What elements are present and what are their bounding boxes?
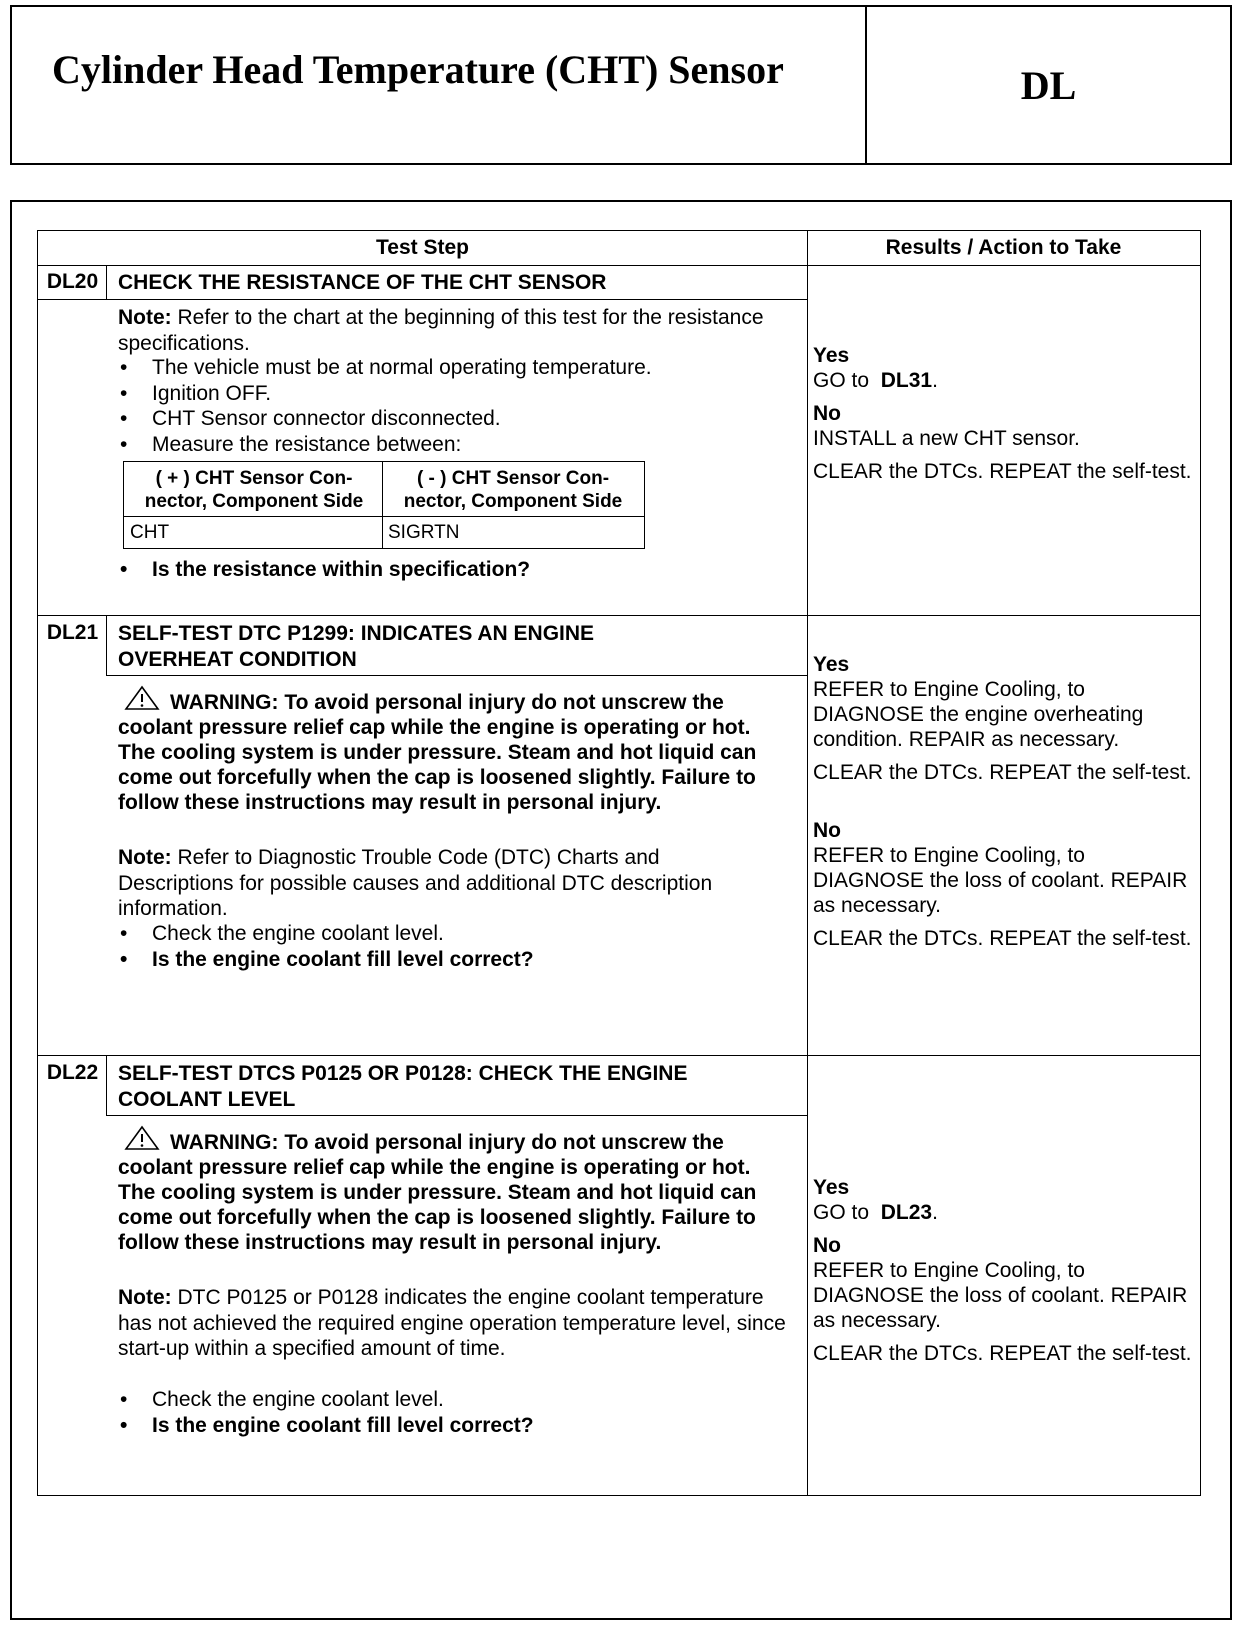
step-reference: DL23 (880, 1201, 933, 1224)
subtable-header-negative: ( - ) CHT Sensor Con-nector, Component Side (403, 468, 623, 512)
step-title-dl20: CHECK THE RESISTANCE OF THE CHT SENSOR (118, 271, 607, 294)
row-line (38, 299, 807, 300)
list-item: • Ignition OFF. (118, 381, 778, 407)
list-item: • Is the resistance within specification? (118, 557, 778, 583)
page-title: Cylinder Head Temperature (CHT) Sensor (52, 47, 784, 92)
row-line (38, 1055, 1200, 1056)
step-id-dl20: DL20 (46, 270, 99, 293)
column-header-test-step: Test Step (376, 236, 469, 259)
list-item: • Is the engine coolant fill level correct? (118, 1413, 778, 1439)
results-dl20 (813, 343, 1193, 484)
section-code: DL (1020, 62, 1077, 108)
list-item: • Check the engine coolant level. (118, 921, 778, 947)
step-bullets-dl20 (118, 355, 778, 457)
connector-subtable (123, 461, 645, 549)
result-yes-label: Yes (813, 344, 850, 367)
subtable-cell: SIGRTN (388, 522, 460, 543)
title-box (12, 7, 867, 163)
step-note-dl20 (118, 305, 778, 356)
warning-dl21 (118, 685, 768, 815)
list-item: • Is the engine coolant fill level correct? (118, 947, 778, 973)
result-clear-action: CLEAR the DTCs. REPEAT the self-test. (813, 927, 1192, 950)
result-no-action: REFER to Engine Cooling, to DIAGNOSE the loss of coolant. REPAIR as necessary. (813, 1259, 1188, 1332)
result-yes-label: Yes (813, 653, 850, 676)
note-label: Note: (118, 846, 172, 869)
step-id-dl22: DL22 (46, 1061, 99, 1084)
note-text: Refer to the chart at the beginning of this test for the resistance specifications. (118, 306, 764, 355)
step-question-dl20 (118, 557, 778, 583)
row-line (106, 675, 807, 676)
results-dl21 (813, 652, 1193, 951)
result-clear-action: CLEAR the DTCs. REPEAT the self-test. (813, 1342, 1192, 1365)
subtable-header-positive: ( + ) CHT Sensor Con-nector, Component Side (144, 468, 364, 512)
result-yes-label: Yes (813, 1176, 850, 1199)
step-title-dl22: SELF-TEST DTCS P0125 OR P0128: CHECK THE ENGINE COOLANT LEVEL (118, 1062, 688, 1111)
step-note-dl22 (118, 1285, 788, 1362)
result-no-label: No (813, 819, 841, 842)
result-no-action: INSTALL a new CHT sensor. (813, 427, 1080, 450)
list-item: • Check the engine coolant level. (118, 1387, 778, 1413)
result-yes-action: REFER to Engine Cooling, to DIAGNOSE the engine overheating condition. REPAIR as necessary. (813, 678, 1144, 751)
result-no-action: REFER to Engine Cooling, to DIAGNOSE the loss of coolant. REPAIR as necessary. (813, 844, 1188, 917)
step-id-dl21: DL21 (46, 621, 99, 644)
header-row-line (38, 265, 1200, 266)
note-text: Refer to Diagnostic Trouble Code (DTC) Charts and Descriptions for possible causes and additional DTC description information. (118, 846, 713, 920)
result-no-label: No (813, 1234, 841, 1257)
list-item: • The vehicle must be at normal operating temperature. (118, 355, 778, 381)
column-header-results: Results / Action to Take (885, 236, 1122, 259)
subtable-cell: CHT (130, 522, 170, 543)
subtable-divider (382, 462, 383, 548)
list-item: • Measure the resistance between: (118, 432, 778, 458)
subtable-divider (124, 516, 644, 517)
row-line (38, 615, 1200, 616)
row-line (106, 1115, 807, 1116)
result-yes-action: GO to DL23. (813, 1201, 938, 1224)
result-yes-action: GO to DL31. (813, 369, 938, 392)
result-clear-action: CLEAR the DTCs. REPEAT the self-test. (813, 761, 1192, 784)
page-header (10, 5, 1232, 165)
step-bullets-dl21 (118, 921, 778, 972)
result-no-label: No (813, 402, 841, 425)
step-reference: DL31 (880, 369, 933, 392)
step-note-dl21 (118, 845, 728, 922)
warning-text: WARNING: To avoid personal injury do not unscrew the coolant pressure relief cap while the engine is operating or hot. The cooling system is under pressure. Steam and hot liquid can come out forcefully when the cap is loosened slightly. Failure to follow these instructions may result in personal injury. (118, 1131, 757, 1254)
column-divider (807, 231, 808, 1495)
note-text: DTC P0125 or P0128 indicates the engine coolant temperature has not achieved the required engine operation temperature level, since start-up within a specified amount of time. (118, 1286, 786, 1360)
note-label: Note: (118, 1286, 172, 1309)
result-clear-action: CLEAR the DTCs. REPEAT the self-test. (813, 460, 1192, 483)
step-title-dl21: SELF-TEST DTC P1299: INDICATES AN ENGINE OVERHEAT CONDITION (118, 622, 595, 671)
warning-text: WARNING: To avoid personal injury do not unscrew the coolant pressure relief cap while the engine is operating or hot. The cooling system is under pressure. Steam and hot liquid can come out forcefully when the cap is loosened slightly. Failure to follow these instructions may result in personal injury. (118, 691, 757, 814)
test-step-table (37, 230, 1201, 1496)
step-bullets-dl22 (118, 1387, 778, 1438)
warning-dl22 (118, 1125, 768, 1255)
warning-icon (124, 1125, 160, 1151)
results-dl22 (813, 1175, 1193, 1366)
note-label: Note: (118, 306, 172, 329)
list-item: • CHT Sensor connector disconnected. (118, 406, 778, 432)
warning-icon (124, 685, 160, 711)
